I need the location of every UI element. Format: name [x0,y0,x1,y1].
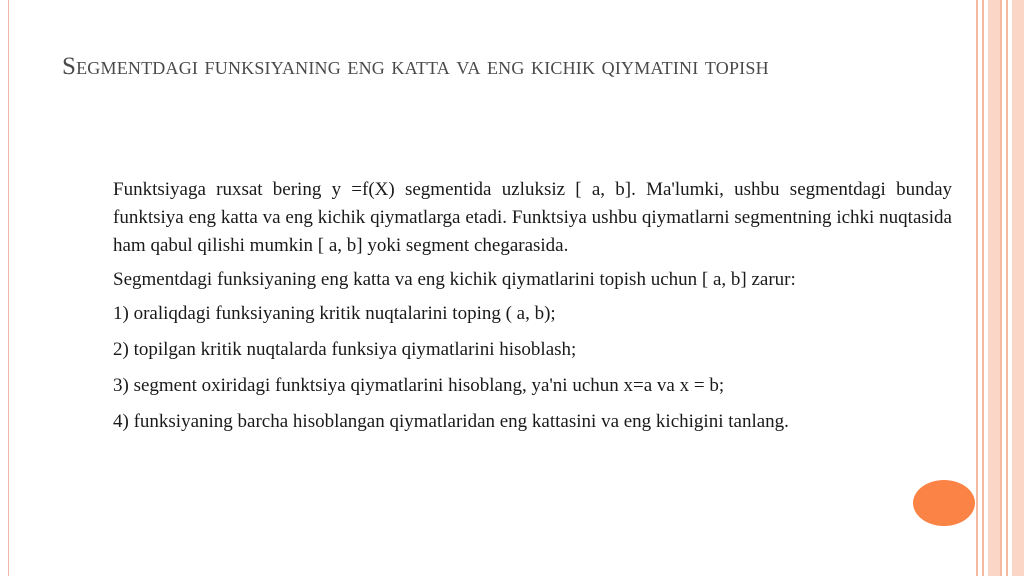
decorative-stripe [1000,0,1002,576]
decorative-stripe [982,0,984,576]
decorative-stripe [988,0,1000,576]
body-paragraph: Segmentdagi funksiyaning eng katta va eng kichik qiymatlarini topish uchun [ a, b] zarur: [113,269,796,290]
step-item: 1) oraliqdagi funksiyaning kritik nuqtalarini toping ( a, b); [113,303,556,324]
slide-body [113,176,952,444]
decorative-stripe [976,0,978,576]
decorative-stripe [1006,0,1008,576]
step-item: 2) topilgan kritik nuqtalarda funksiya qiymatlarini hisoblash; [113,339,577,360]
decorative-circle [913,480,975,526]
step-item: 4) funksiyaning barcha hisoblangan qiymatlaridan eng kattasini va eng kichigini tanlang. [113,411,789,432]
body-paragraph: Funktsiyaga ruxsat bering y =f(X) segmentida uzluksiz [ a, b]. Ma'lumki, ushbu segmentdagi bunday funktsiya eng katta va eng kichik qiymatlarga etadi. Funktsiya ushbu qiymatlarni segmentning ichki nuqtasida ham qabul qilishi mumkin [ a, b] yoki segment chegarasida. [113,179,952,256]
step-item: 3) segment oxiridagi funktsiya qiymatlarini hisoblang, ya'ni uchun x=a va x = b; [113,375,725,396]
left-border-line [8,0,9,576]
slide-title: Segmentdagi funksiyaning eng katta va eng kichik qiymatini topish [62,53,769,80]
decorative-stripe [1012,0,1024,576]
